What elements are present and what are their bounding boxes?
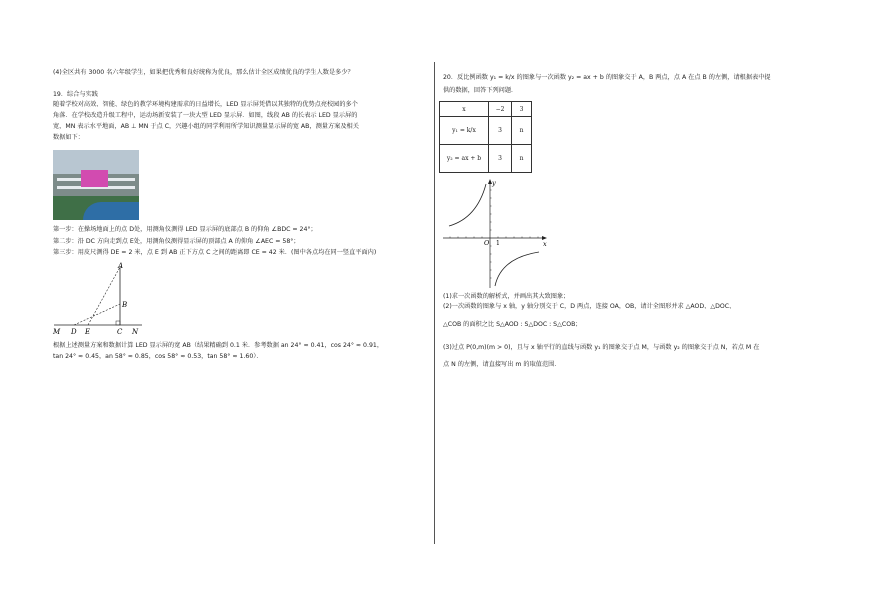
q19-intro-line-4: 数据如下： [53, 134, 84, 141]
q20-part-3: (3)过点 P(0,m)(m > 0)，且与 x 轴平行的直线与函数 y₁ 的图象交于点 M，与函数 y₂ 的图象交于点 N，若点 M 在 [443, 344, 760, 351]
label-a: A [118, 262, 124, 270]
q19-intro-line-1: 随着学校对高效、智能、绿色的教学环境构建需求的日益增长，LED 显示屏凭借以其独特的优势点亮校园的多个 [53, 101, 358, 108]
x-axis-label: x [543, 240, 547, 248]
label-d: D [71, 328, 77, 336]
q19-geometry-figure [50, 260, 150, 336]
table-row [440, 117, 532, 145]
table-cell: x [440, 102, 489, 117]
q20-part-2-continued: △COB 的面积之比 S△AOD : S△DOC : S△COB； [443, 321, 582, 328]
q20-part-1: (1)求一次函数的解析式，并画出其大致图象； [443, 293, 570, 300]
table-cell: 3 [512, 102, 532, 117]
q19-step-2: 第二步：沿 DC 方向走到点 E处，用测角仪测得显示屏的顶部点 A 的仰角 ∠AEC = 58°； [53, 238, 300, 245]
y-axis-label: y [492, 179, 496, 187]
led-screen [81, 170, 108, 187]
table-cell: n [512, 145, 532, 173]
label-n: N [132, 328, 139, 336]
right-angle-mark [116, 321, 120, 325]
q19-question-line-1: 根据上述测量方案和数据计算 LED 显示屏的宽 AB（结果精确到 0.1 米．参考数据 an 24° ≈ 0.41，cos 24° ≈ 0.91， [53, 342, 384, 349]
label-b: B [122, 301, 128, 309]
table-row [440, 102, 532, 117]
q18-part4: (4)全区共有 3000 名六年级学生，如果把优秀和良好统称为优良，那么估计全区成绩优良的学生人数是多少？ [53, 69, 354, 76]
q20-coordinate-graph [441, 176, 553, 290]
q20-value-table [439, 101, 532, 173]
q20-part-2: (2)一次函数的图象与 x 轴，y 轴分别交于 C，D 两点，连接 OA，OB，请计全图形并求 △AOD、△DOC、 [443, 303, 736, 310]
unit-label: 1 [496, 240, 500, 247]
q19-intro-line-2: 角落．在学校改造升级工程中，运动场新安装了一块大型 LED 显示屏．如图，线段 AB 的长表示 LED 显示屏的 [53, 112, 358, 119]
table-cell: −2 [489, 102, 512, 117]
table-cell: y₁ = k/x [440, 117, 489, 145]
q19-question-line-2: tan 24° ≈ 0.45，an 58° ≈ 0.85，cos 58° ≈ 0.53，tan 58° ≈ 1.60）． [53, 353, 263, 360]
q20-header: 20．反比例函数 y₁ = k/x 的图象与一次函数 y₂ = ax + b 的图象交于 A，B 两点，点 A 在点 B 的左侧，请根据表中提 [443, 74, 771, 81]
table-cell: 3 [489, 145, 512, 173]
column-divider [434, 62, 435, 544]
q20-part-3-continued: 点 N 的左侧，请直接写出 m 的取值范围． [443, 361, 561, 368]
q19-step-3: 第三步：用皮尺测得 DE = 2 米，点 E 到 AB 正下方点 C 之间的距离即 CE = 42 米．(图中各点均在同一竖直平面内) [53, 249, 377, 256]
table-cell: n [512, 117, 532, 145]
label-m: M [53, 328, 61, 336]
q19-title: 19．综合与实践 [53, 91, 98, 98]
table-cell: 3 [489, 117, 512, 145]
q20-header-line-2: 供的数据，回答下列问题． [443, 87, 518, 94]
sight-line-ea [88, 267, 120, 325]
q19-intro-line-3: 宽，MN 表示水平地面，AB ⊥ MN 于点 C，兴趣小组的同学利用所学知识测量显示屏的宽 AB，测量方案及相关 [53, 123, 359, 130]
q19-step-1: 第一步：在操场地面上的点 D处，用测角仪测得 LED 显示屏的底部点 B 的仰角 ∠BDC = 24°； [53, 226, 317, 233]
sight-line-db [74, 304, 120, 325]
led-screen-photo [53, 150, 139, 220]
hyperbola-branch-right [495, 252, 539, 286]
origin-label: O [484, 239, 490, 247]
hyperbola-branch-left [449, 184, 486, 226]
label-c: C [117, 328, 123, 336]
label-e: E [85, 328, 91, 336]
table-row [440, 145, 532, 173]
table-cell: y₂ = ax + b [440, 145, 489, 173]
